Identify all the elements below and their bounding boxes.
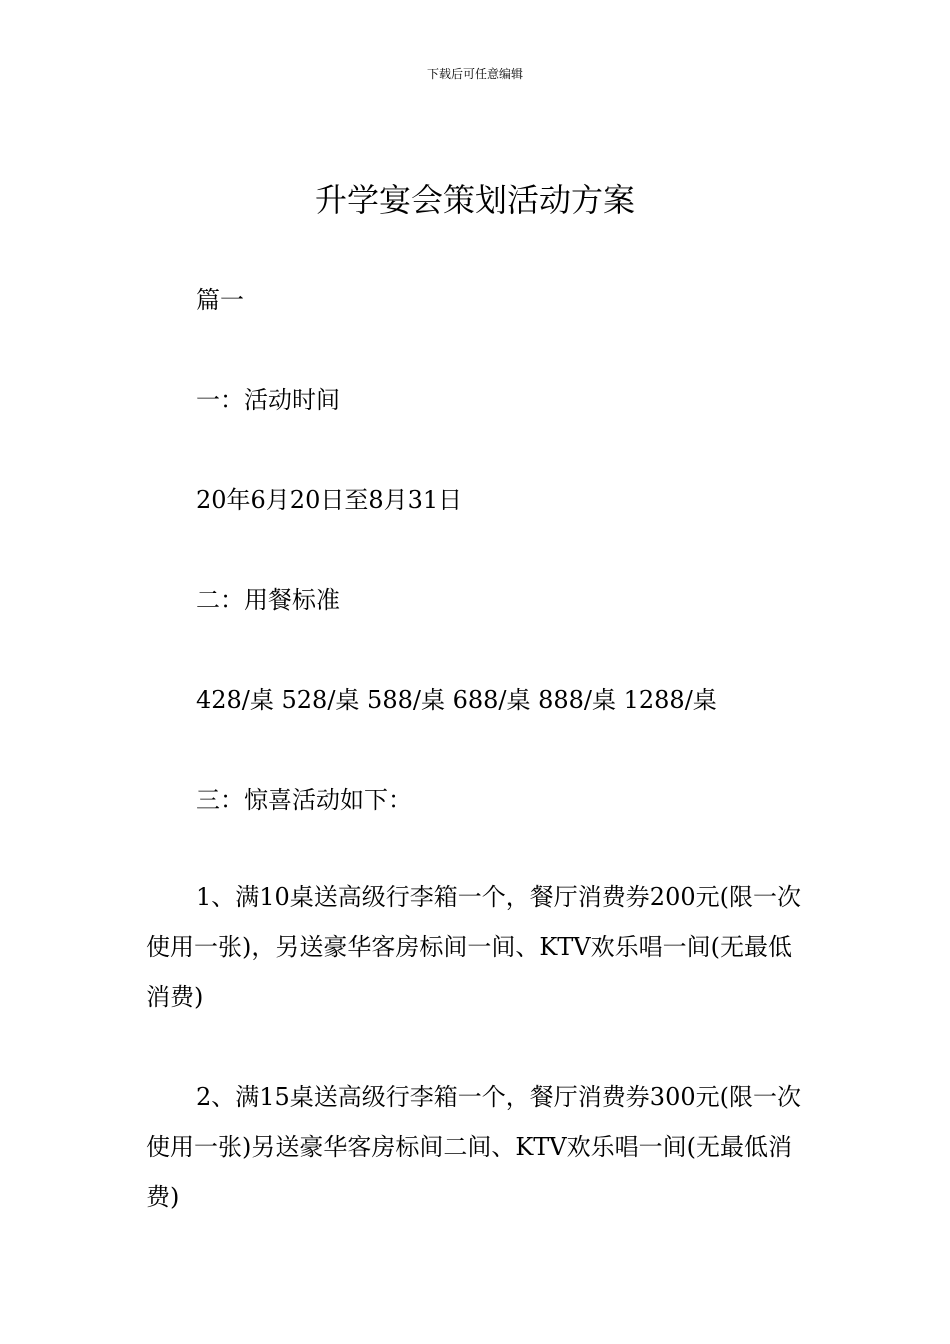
heading-surprise-activities: 三：惊喜活动如下： [196,786,412,814]
activity-time-text: 20年6月20日至8月31日 [196,486,463,514]
dining-standard-text: 428/桌 528/桌 588/桌 688/桌 888/桌 1288/桌 [196,686,717,714]
heading-activity-time: 一：活动时间 [196,386,340,414]
page-header-note: 下载后可任意编辑 [426,67,523,81]
heading-dining-standard: 二：用餐标准 [196,586,340,614]
surprise-item-2: 2、满15桌送高级行李箱一个，餐厅消费券300元(限一次使用一张)另送豪华客房标间二间、KTV欢乐唱一间(无最低消费) [146,1083,801,1211]
document-title: 升学宴会策划活动方案 [314,181,635,219]
surprise-item-1: 1、满10桌送高级行李箱一个，餐厅消费券200元(限一次使用一张)，另送豪华客房标间一间、KTV欢乐唱一间(无最低消费) [146,883,801,1011]
section-label: 篇一 [196,286,244,314]
